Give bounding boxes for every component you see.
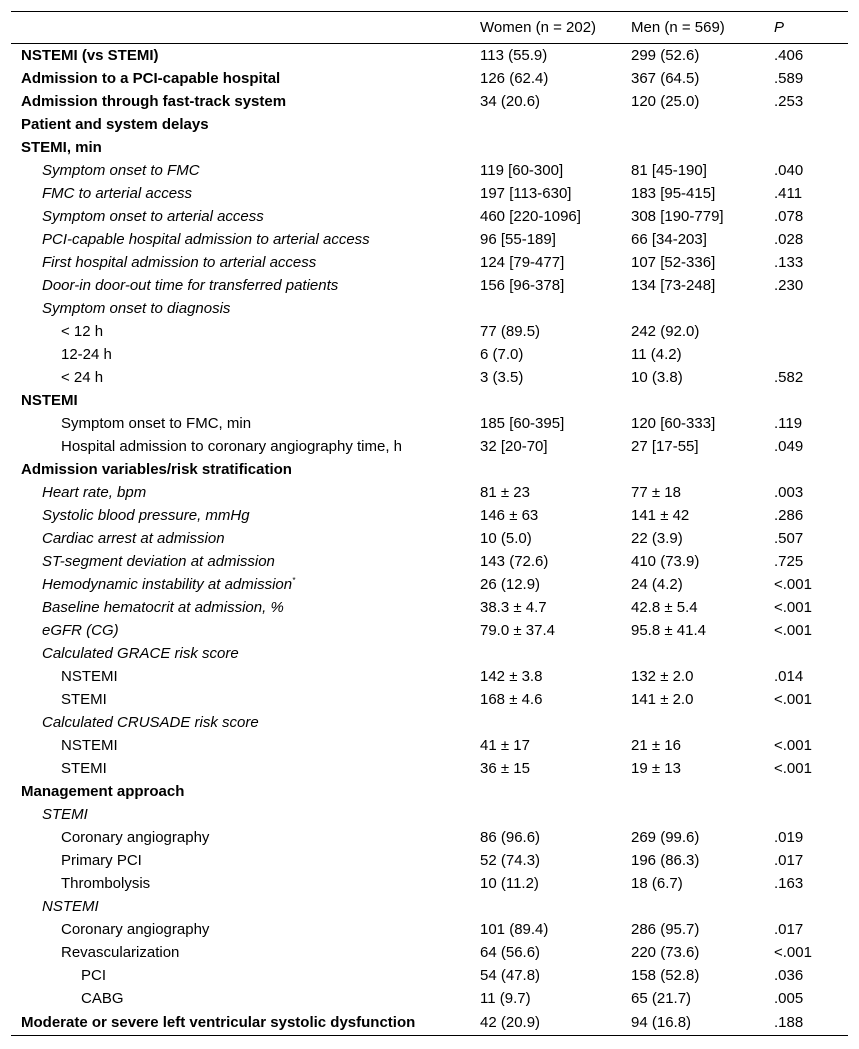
table-row [11, 573, 848, 596]
men-value [631, 297, 774, 320]
table-row [11, 205, 848, 228]
row-label-text: STEMI [61, 691, 107, 708]
table-row [11, 964, 848, 987]
header-row [11, 12, 848, 44]
men-value: 196 (86.3) [631, 852, 700, 869]
women-value: 34 (20.6) [480, 93, 541, 110]
women-value: 52 (74.3) [480, 852, 541, 869]
women-value: 26 (12.9) [480, 576, 541, 593]
row-label-text: Systolic blood pressure, mmHg [42, 507, 250, 524]
women-value: 146 ± 63 [480, 507, 539, 524]
p-value: .406 [774, 47, 804, 64]
results-table [11, 11, 848, 1036]
women-value: 54 (47.8) [480, 967, 541, 984]
men-value [631, 711, 774, 734]
row-label [11, 67, 480, 90]
row-label [11, 113, 480, 136]
women-value [480, 297, 631, 320]
table-row [11, 688, 848, 711]
men-value: 107 [52-336] [631, 254, 716, 271]
p-value: .133 [774, 254, 804, 271]
row-label-text: STEMI [42, 806, 88, 823]
men-value: 120 (25.0) [631, 93, 700, 110]
table-row [11, 251, 848, 274]
row-label [11, 159, 480, 182]
p-value: .163 [774, 875, 804, 892]
men-value: 410 (73.9) [631, 553, 700, 570]
women-value: 77 (89.5) [480, 323, 541, 340]
men-value: 24 (4.2) [631, 576, 683, 593]
row-label [11, 205, 480, 228]
row-label [11, 274, 480, 297]
table-row [11, 320, 848, 343]
p-value: <.001 [774, 737, 812, 754]
table-row [11, 297, 848, 320]
row-label [11, 573, 480, 596]
men-value: 220 (73.6) [631, 944, 700, 961]
men-value: 286 (95.7) [631, 921, 700, 938]
row-label [11, 297, 480, 320]
table-row [11, 527, 848, 550]
row-label [11, 642, 480, 665]
men-value: 183 [95-415] [631, 185, 716, 202]
table-row [11, 803, 848, 826]
p-value: <.001 [774, 760, 812, 777]
men-value: 66 [34-203] [631, 231, 707, 248]
table-row [11, 228, 848, 251]
table-row [11, 67, 848, 90]
row-label-text: Admission to a PCI-capable hospital [21, 70, 281, 87]
row-label-text: Heart rate, bpm [42, 484, 147, 501]
men-value [631, 136, 774, 159]
women-value: 113 (55.9) [480, 47, 548, 64]
men-value: 27 [17-55] [631, 438, 699, 455]
row-label [11, 734, 480, 757]
women-value: 168 ± 4.6 [480, 691, 543, 708]
p-value: .019 [774, 829, 804, 846]
women-value: 11 (9.7) [480, 990, 531, 1007]
row-label-text: Management approach [21, 783, 185, 800]
men-value: 308 [190-779] [631, 208, 724, 225]
row-label-text: Admission through fast-track system [21, 93, 287, 110]
women-value [480, 803, 631, 826]
row-label-text: PCI-capable hospital admission to arterial access [42, 231, 370, 248]
women-value: 32 [20-70] [480, 438, 548, 455]
table-row [11, 895, 848, 918]
row-label-text: Cardiac arrest at admission [42, 530, 225, 547]
women-value: 156 [96-378] [480, 277, 565, 294]
row-label [11, 412, 480, 435]
row-label [11, 182, 480, 205]
p-value: <.001 [774, 691, 812, 708]
row-label-text: Patient and system delays [21, 116, 209, 133]
row-label-text: < 24 h [61, 369, 104, 386]
row-label-text: Revascularization [61, 944, 180, 961]
men-value: 10 (3.8) [631, 369, 683, 386]
women-value: 126 (62.4) [480, 70, 549, 87]
men-value [631, 642, 774, 665]
p-value [774, 642, 848, 665]
men-value: 299 (52.6) [631, 47, 700, 64]
women-value: 38.3 ± 4.7 [480, 599, 547, 616]
table-row [11, 987, 848, 1010]
table-row [11, 136, 848, 159]
row-label [11, 136, 480, 159]
table-row [11, 412, 848, 435]
row-label-text: CABG [81, 990, 124, 1007]
row-label [11, 918, 480, 941]
row-label [11, 435, 480, 458]
row-label [11, 941, 480, 964]
row-label-text: NSTEMI [21, 392, 78, 409]
row-label [11, 619, 480, 642]
p-value [774, 297, 848, 320]
men-value: 95.8 ± 41.4 [631, 622, 706, 639]
women-value: 81 ± 23 [480, 484, 530, 501]
row-label-text: Symptom onset to FMC, min [61, 415, 252, 432]
p-value: .040 [774, 162, 804, 179]
table-row [11, 159, 848, 182]
table-row [11, 504, 848, 527]
p-value [774, 895, 848, 918]
men-value: 141 ± 42 [631, 507, 690, 524]
women-value: 10 (5.0) [480, 530, 532, 547]
p-value: .003 [774, 484, 804, 501]
p-value: .253 [774, 93, 804, 110]
women-value [480, 642, 631, 665]
men-value: 269 (99.6) [631, 829, 700, 846]
women-value [480, 711, 631, 734]
row-label-text: Thrombolysis [61, 875, 151, 892]
p-value [774, 343, 848, 366]
p-value: .017 [774, 852, 804, 869]
row-label [11, 228, 480, 251]
row-label [11, 527, 480, 550]
men-value: 242 (92.0) [631, 323, 700, 340]
table-row [11, 918, 848, 941]
men-value: 11 (4.2) [631, 346, 682, 363]
p-value: .078 [774, 208, 804, 225]
table-row [11, 90, 848, 113]
row-label [11, 895, 480, 918]
p-value: .119 [774, 415, 803, 432]
row-label [11, 389, 480, 412]
table-row [11, 1010, 848, 1036]
men-value: 120 [60-333] [631, 415, 716, 432]
p-value: <.001 [774, 944, 812, 961]
women-value: 124 [79-477] [480, 254, 565, 271]
p-value [774, 458, 848, 481]
table-row [11, 826, 848, 849]
men-value [631, 780, 774, 803]
header-women: Women (n = 202) [480, 19, 597, 36]
table-row [11, 550, 848, 573]
row-label-text: Hospital admission to coronary angiography time, h [61, 438, 403, 455]
row-label [11, 826, 480, 849]
row-label [11, 320, 480, 343]
row-label [11, 550, 480, 573]
men-value: 22 (3.9) [631, 530, 683, 547]
women-value: 42 (20.9) [480, 1014, 541, 1031]
men-value: 18 (6.7) [631, 875, 683, 892]
women-value: 119 [60-300] [480, 162, 564, 179]
p-value: .005 [774, 990, 804, 1007]
women-value: 143 (72.6) [480, 553, 549, 570]
table-row [11, 44, 848, 68]
men-value: 94 (16.8) [631, 1014, 692, 1031]
row-label [11, 872, 480, 895]
p-value: .049 [774, 438, 804, 455]
women-value: 185 [60-395] [480, 415, 565, 432]
row-label-text: First hospital admission to arterial access [42, 254, 317, 271]
men-value: 158 (52.8) [631, 967, 700, 984]
women-value [480, 780, 631, 803]
men-value: 19 ± 13 [631, 760, 681, 777]
table-row [11, 182, 848, 205]
p-value: .725 [774, 553, 804, 570]
p-value: <.001 [774, 622, 812, 639]
men-value: 81 [45-190] [631, 162, 707, 179]
men-value: 77 ± 18 [631, 484, 681, 501]
men-value: 367 (64.5) [631, 70, 700, 87]
women-value: 36 ± 15 [480, 760, 530, 777]
row-label [11, 90, 480, 113]
row-label-text: FMC to arterial access [42, 185, 193, 202]
women-value: 79.0 ± 37.4 [480, 622, 555, 639]
footnote-marker: * [292, 576, 296, 585]
table-row [11, 435, 848, 458]
table-row [11, 596, 848, 619]
table-row [11, 619, 848, 642]
row-label [11, 458, 480, 481]
table-row [11, 389, 848, 412]
row-label [11, 964, 480, 987]
table-row [11, 481, 848, 504]
women-value: 142 ± 3.8 [480, 668, 543, 685]
women-value: 197 [113-630] [480, 185, 572, 202]
women-value: 101 (89.4) [480, 921, 549, 938]
row-label [11, 987, 480, 1010]
men-value [631, 389, 774, 412]
women-value: 64 (56.6) [480, 944, 541, 961]
row-label [11, 688, 480, 711]
row-label [11, 481, 480, 504]
row-label-text: Symptom onset to FMC [42, 162, 200, 179]
table-row [11, 642, 848, 665]
row-label-text: Calculated GRACE risk score [42, 645, 239, 662]
row-label-text: PCI [81, 967, 107, 984]
row-label-text: STEMI [61, 760, 107, 777]
table-row [11, 458, 848, 481]
row-label [11, 504, 480, 527]
table-row [11, 734, 848, 757]
row-label-text: Calculated CRUSADE risk score [42, 714, 259, 731]
row-label [11, 757, 480, 780]
p-value [774, 780, 848, 803]
women-value [480, 389, 631, 412]
row-label [11, 343, 480, 366]
p-value [774, 136, 848, 159]
table-row [11, 780, 848, 803]
women-value [480, 113, 631, 136]
row-label-text: < 12 h [61, 323, 104, 340]
row-label-text: NSTEMI [61, 737, 118, 754]
table-row [11, 941, 848, 964]
header-p: P [774, 19, 785, 36]
header-label [11, 12, 480, 44]
row-label-text: STEMI, min [21, 139, 102, 156]
row-label [11, 44, 480, 68]
table-row [11, 366, 848, 389]
men-value [631, 113, 774, 136]
p-value: .582 [774, 369, 804, 386]
p-value [774, 803, 848, 826]
row-label-text: Hemodynamic instability at admission [42, 576, 293, 593]
men-value: 21 ± 16 [631, 737, 681, 754]
p-value: <.001 [774, 576, 812, 593]
row-label-text: Symptom onset to arterial access [42, 208, 264, 225]
row-label-text: NSTEMI [61, 668, 118, 685]
table-row [11, 849, 848, 872]
p-value: .507 [774, 530, 804, 547]
row-label [11, 665, 480, 688]
p-value: .411 [774, 185, 803, 202]
women-value [480, 895, 631, 918]
row-label-text: Coronary angiography [61, 921, 210, 938]
row-label [11, 1010, 480, 1036]
header-men: Men (n = 569) [631, 19, 725, 36]
row-label-text: Primary PCI [61, 852, 142, 869]
men-value [631, 895, 774, 918]
table-row [11, 343, 848, 366]
men-value: 141 ± 2.0 [631, 691, 694, 708]
row-label-text: Admission variables/risk stratification [21, 461, 292, 478]
table-row [11, 665, 848, 688]
row-label [11, 849, 480, 872]
row-label [11, 596, 480, 619]
row-label [11, 251, 480, 274]
women-value: 460 [220-1096] [480, 208, 581, 225]
table-row [11, 872, 848, 895]
men-value [631, 458, 774, 481]
women-value: 3 (3.5) [480, 369, 524, 386]
row-label [11, 366, 480, 389]
row-label-text: NSTEMI (vs STEMI) [21, 47, 159, 64]
men-value: 132 ± 2.0 [631, 668, 694, 685]
p-value [774, 389, 848, 412]
p-value: .028 [774, 231, 804, 248]
p-value: .014 [774, 668, 804, 685]
men-value: 65 (21.7) [631, 990, 692, 1007]
women-value: 10 (11.2) [480, 875, 539, 892]
women-value: 6 (7.0) [480, 346, 524, 363]
table-row [11, 274, 848, 297]
row-label-text: Coronary angiography [61, 829, 210, 846]
p-value: .589 [774, 70, 804, 87]
row-label-text: Door-in door-out time for transferred patients [42, 277, 339, 294]
p-value: <.001 [774, 599, 812, 616]
men-value: 134 [73-248] [631, 277, 716, 294]
table-row [11, 711, 848, 734]
row-label [11, 711, 480, 734]
p-value: .036 [774, 967, 804, 984]
table-row [11, 113, 848, 136]
row-label-text: Baseline hematocrit at admission, % [42, 599, 284, 616]
row-label-text: NSTEMI [42, 898, 99, 915]
women-value [480, 136, 631, 159]
women-value: 41 ± 17 [480, 737, 530, 754]
row-label-text: Symptom onset to diagnosis [42, 300, 231, 317]
p-value: .017 [774, 921, 804, 938]
row-label-text: eGFR (CG) [42, 622, 119, 639]
p-value: .230 [774, 277, 804, 294]
row-label-text: ST-segment deviation at admission [42, 553, 275, 570]
table-row [11, 757, 848, 780]
p-value: .188 [774, 1014, 804, 1031]
p-value [774, 320, 848, 343]
men-value [631, 803, 774, 826]
p-value: .286 [774, 507, 804, 524]
men-value: 42.8 ± 5.4 [631, 599, 698, 616]
row-label [11, 780, 480, 803]
women-value: 86 (96.6) [480, 829, 541, 846]
row-label-text: 12-24 h [61, 346, 112, 363]
women-value [480, 458, 631, 481]
p-value [774, 113, 848, 136]
row-label-text: Moderate or severe left ventricular systolic dysfunction [21, 1014, 416, 1031]
women-value: 96 [55-189] [480, 231, 556, 248]
row-label [11, 803, 480, 826]
p-value [774, 711, 848, 734]
